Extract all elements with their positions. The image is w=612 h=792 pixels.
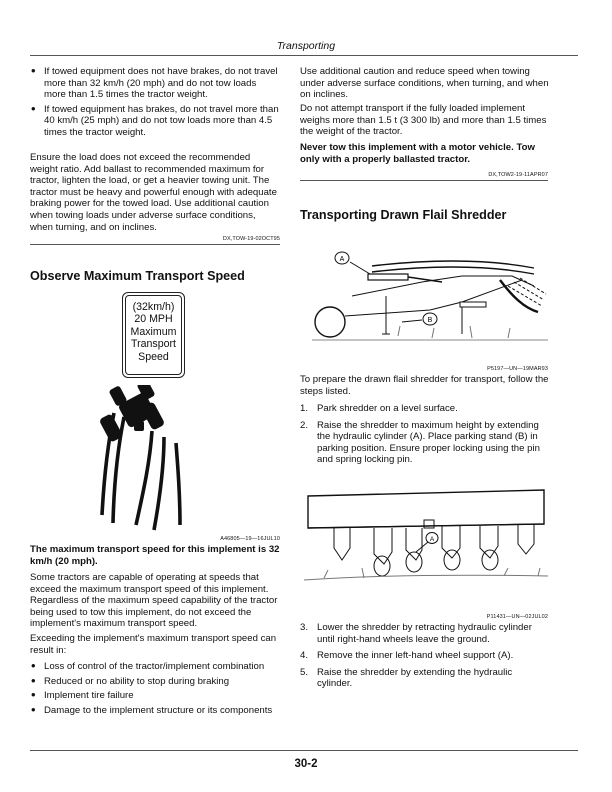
step-text: Park shredder on a level surface. — [317, 403, 458, 414]
callout-leader-b — [402, 320, 422, 322]
prepare-paragraph: To prepare the drawn flail shredder for transport, follow the steps listed. — [300, 374, 549, 397]
exceed-paragraph: Exceeding the implement's maximum transport speed can result in: — [30, 633, 277, 656]
callout-leader-a — [350, 262, 370, 274]
header-rule — [30, 55, 578, 56]
step-number: 1. — [300, 403, 309, 414]
reference-code: DX,TOW-19-02OCT95 — [222, 236, 280, 242]
transport-wheel — [315, 307, 345, 337]
attempt-paragraph: Do not attempt transport if the fully loaded implement weighs more than 1.5 t (3 300 lb) and more than 1.5 times the weight of the tractor. — [300, 103, 547, 138]
callout-a-label: A — [339, 256, 345, 263]
figure-reference: P5197—UN—19MAR93 — [487, 366, 548, 372]
figure-reference: A46805—19—16JUL10 — [220, 536, 280, 542]
sign-line: Speed — [138, 350, 169, 363]
caution-paragraph: Use additional caution and reduce speed when towing under adverse surface conditions, when turning, and when on inclines. — [300, 66, 549, 101]
sign-line: Maximum — [130, 325, 177, 338]
tractor-silhouette — [99, 385, 166, 443]
never-tow-statement: Never tow this implement with a motor vehicle. Tow only with a properly ballasted tractor. — [300, 142, 535, 165]
callout-b-label: B — [427, 317, 433, 324]
page-header-title: Transporting — [276, 40, 336, 52]
rear-wheel — [482, 550, 498, 570]
wheel-support — [334, 528, 350, 560]
footer-rule — [30, 750, 578, 751]
speed-sign-inner — [125, 295, 182, 375]
bullet-item: • If towed equipment does not have brakes, do not travel more than 32 km/h (20 mph) and do not tow loads more than 1.5 times the tractor weight. — [30, 66, 280, 101]
bullet-item: • If towed equipment has brakes, do not travel more than 40 km/h (25 mph) and do not tow loads more than 4.5 times the tractor weight. — [30, 104, 280, 139]
ground-line — [304, 575, 548, 580]
reference-code: DX,TOW2-19-11APR07 — [488, 172, 548, 178]
step-item — [300, 622, 550, 645]
hitch-frame — [345, 280, 522, 316]
sign-line: Transport — [131, 338, 176, 351]
step-item — [300, 667, 550, 690]
load-paragraph: Ensure the load does not exceed the recommended weight ratio. Add ballast to recommended maximum for tractor, lighten the load, or get a heavier towing unit. The tractor must be heavy and powerful enough with adequate braking power for the towed load. Use additional caution when towing loads under adverse surface conditions, when turning, and on inclines. — [30, 152, 277, 233]
shredder-rear-frame — [308, 490, 544, 528]
rear-wheel — [444, 550, 460, 570]
speed-sign — [122, 292, 185, 378]
step-text: Remove the inner left-hand wheel support (A). — [317, 650, 514, 662]
hydraulic-cylinder — [368, 274, 408, 280]
step-item — [300, 650, 550, 662]
wheel-support-illustration — [304, 488, 548, 592]
section-heading-flail: Transporting Drawn Flail Shredder — [300, 208, 507, 222]
wheel-support — [518, 525, 534, 554]
step-number: 2. — [300, 419, 309, 431]
consequence-list — [30, 661, 280, 719]
bullet-item: • Loss of control of the tractor/implement combination — [30, 661, 280, 673]
step-number: 5. — [300, 666, 309, 678]
max-speed-statement: The maximum transport speed for this implement is 32 km/h (20 mph). — [30, 544, 280, 567]
bullet-item: • Implement tire failure — [30, 690, 280, 702]
rear-wheel — [374, 556, 390, 576]
sign-line: (32km/h) — [132, 301, 175, 313]
left-top-block — [30, 66, 280, 142]
step-text: Raise the shredder by extending the hydraulic cylinder. — [317, 666, 513, 690]
bullet-item: • Damage to the implement structure or its components — [30, 705, 280, 717]
bullet-item: • Reduced or no ability to stop during braking — [30, 676, 280, 688]
shredder-transport-illustration — [312, 246, 548, 362]
tractor-tracks-illustration — [94, 385, 204, 533]
step-text: Raise the shredder to maximum height by extending the hydraulic cylinder (A). Place parking stand (B) in parking position. Ensure proper locking using the pin and spring locking pin. — [317, 419, 540, 466]
step-number: 4. — [300, 650, 309, 662]
step-item — [300, 420, 550, 466]
step-number: 3. — [300, 622, 309, 633]
step-item — [300, 403, 550, 415]
step-text: Lower the shredder by retracting hydraulic cylinder until right-hand wheels leave the ground. — [317, 622, 532, 645]
rear-wheel — [406, 552, 422, 572]
steps-list-b — [300, 622, 550, 695]
section-rule — [30, 244, 280, 245]
section-heading-speed: Observe Maximum Transport Speed — [30, 269, 245, 283]
callout-a-label: A — [429, 536, 435, 543]
tractors-paragraph: Some tractors are capable of operating at speeds that exceed the maximum transport speed of this implement. Regardless of the maximum speed capability of the tractor being used to tow this implement, do not exceed the implement's maximum transport speed. — [30, 572, 278, 630]
page-number: 30-2 — [294, 758, 318, 770]
sign-line: 20 MPH — [134, 313, 173, 326]
section-rule — [300, 180, 548, 181]
steps-list-a — [300, 403, 550, 471]
figure-reference: P11431—UN—02JUL02 — [486, 614, 548, 620]
